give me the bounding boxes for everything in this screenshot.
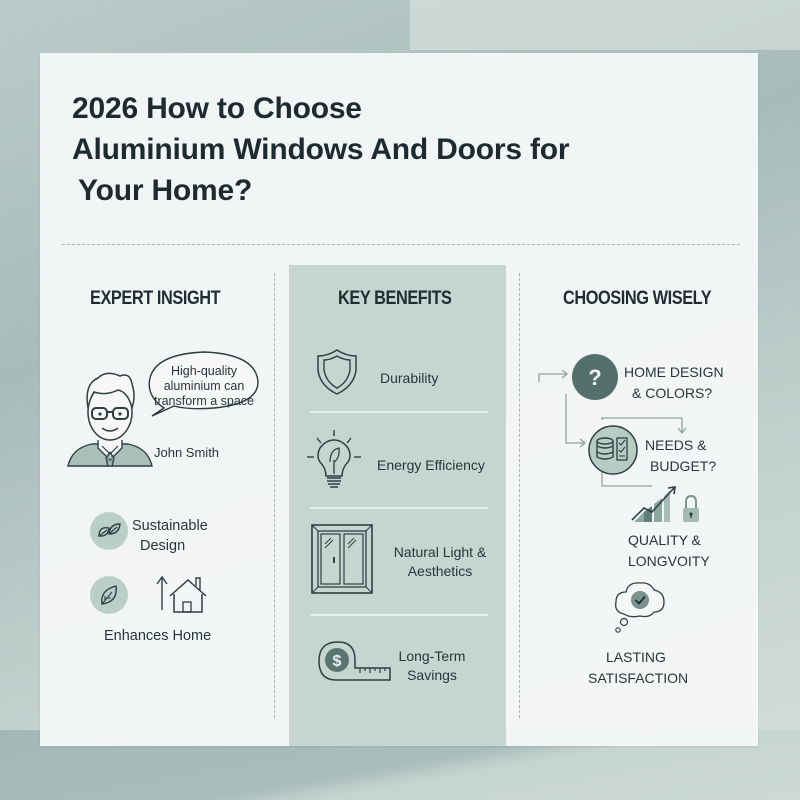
label-line: & COLORS? xyxy=(632,385,713,401)
leaves-icon xyxy=(90,512,128,550)
benefit-label-energy xyxy=(377,455,485,475)
sustainable-design-label xyxy=(132,516,208,556)
label-line: Long-Term xyxy=(398,648,466,664)
expert-quote xyxy=(150,364,258,409)
column-divider xyxy=(519,273,520,718)
choosing-wisely-heading: CHOOSING WISELY xyxy=(563,288,712,309)
question-icon xyxy=(572,354,618,400)
benefit-separator xyxy=(310,614,488,616)
benefit-label-durability xyxy=(380,368,438,388)
label-line: NEEDS & xyxy=(645,437,707,453)
background-window xyxy=(410,0,800,50)
label-line: BUDGET? xyxy=(650,458,717,474)
svg-text:$: $ xyxy=(332,653,342,670)
step-label-needs-budget xyxy=(645,435,716,477)
title-divider xyxy=(62,244,740,245)
benefit-label-savings xyxy=(394,647,470,685)
title-line: Aluminium Windows And Doors for xyxy=(72,133,570,166)
step-label-lasting-satisfaction xyxy=(588,647,688,689)
step-label-quality xyxy=(628,530,710,572)
label-line: QUALITY & xyxy=(628,532,701,548)
label-line: Savings xyxy=(407,667,457,683)
step-label-home-design xyxy=(624,362,724,404)
label-line: Aesthetics xyxy=(407,563,473,579)
tape-measure-dollar-icon xyxy=(318,640,392,682)
quote-line: aluminium can xyxy=(163,379,245,393)
benefit-separator xyxy=(310,507,488,509)
title-line: Your Home? xyxy=(78,174,253,207)
expert-insight-heading: EXPERT INSIGHT xyxy=(90,288,221,309)
title-line: 2026 How to Choose xyxy=(72,92,362,125)
leaf-icon xyxy=(90,576,128,614)
lightbulb-leaf-icon xyxy=(306,430,362,492)
label-line: SATISFACTION xyxy=(588,670,689,686)
benefit-label-natural-light xyxy=(390,543,490,581)
label-line: Durability xyxy=(380,370,439,386)
label-line: Energy Efficiency xyxy=(377,457,485,473)
window-icon xyxy=(311,524,373,594)
label-line: LASTING xyxy=(606,649,666,665)
label-line: Natural Light & xyxy=(393,544,487,560)
shield-icon xyxy=(316,348,358,396)
growth-chart-lock-icon xyxy=(630,486,702,524)
thought-check-icon xyxy=(614,580,666,636)
label-line: Sustainable xyxy=(132,518,208,534)
expert-name: John Smith xyxy=(154,445,220,460)
column-divider xyxy=(274,273,275,718)
page-title xyxy=(72,88,569,211)
label-line: Design xyxy=(140,538,186,554)
label-line: LONGVOITY xyxy=(628,553,710,569)
enhances-home-label: Enhances Home xyxy=(104,628,212,644)
key-benefits-heading: KEY BENEFITS xyxy=(338,288,452,309)
benefit-separator xyxy=(310,411,488,413)
quote-line: transform a space xyxy=(153,394,255,408)
house-arrow-icon xyxy=(156,574,208,614)
label-line: HOME DESIGN xyxy=(624,364,724,380)
svg-text:?: ? xyxy=(588,365,602,390)
database-checklist-icon xyxy=(588,425,638,475)
quote-line: High-quality xyxy=(170,364,237,378)
expert-avatar-icon xyxy=(66,368,154,468)
